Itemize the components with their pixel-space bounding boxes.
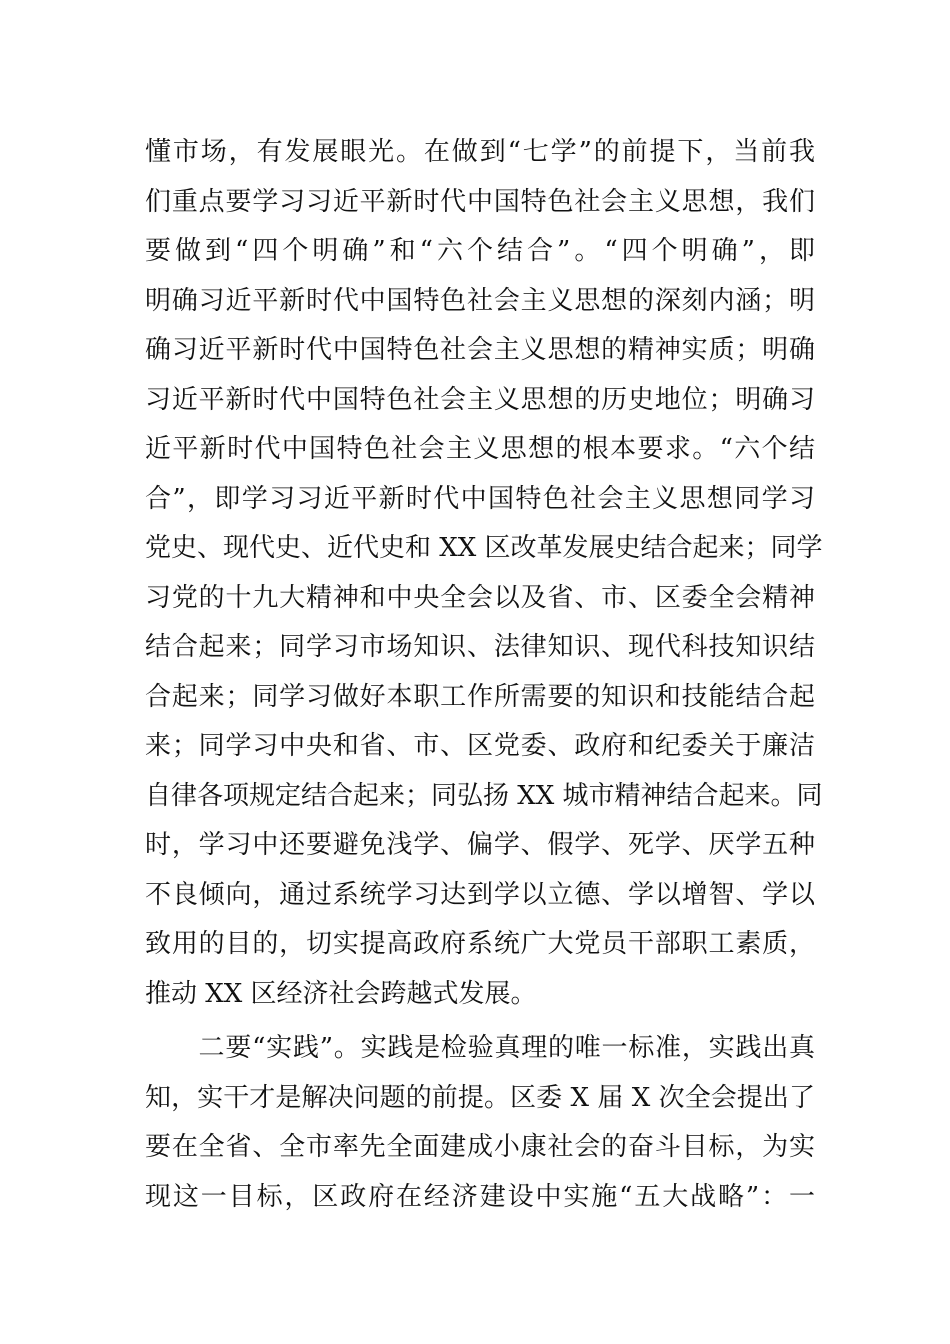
- paragraph-line: 时，学习中还要避免浅学、偏学、假学、死学、厌学五种: [145, 830, 815, 860]
- paragraph-line: 来；同学习中央和省、市、区党委、政府和纪委关于廉洁: [145, 731, 815, 761]
- paragraph-line: 不良倾向，通过系统学习达到学以立德、学以增智、学以: [145, 879, 815, 910]
- paragraph-line: 习近平新时代中国特色社会主义思想的历史地位；明确习: [145, 384, 815, 415]
- paragraph-line: 自律各项规定结合起来；同弘扬 XX 城市精神结合起来。同: [145, 780, 823, 811]
- paragraph-line: 要做到“四个明确”和“六个结合”。“四个明确”，即: [145, 236, 815, 266]
- paragraph-line: 要在全省、全市率先全面建成小康社会的奋斗目标，为实: [145, 1132, 815, 1162]
- paragraph-line: 现这一目标，区政府在经济建设中实施“五大战略”：一: [145, 1181, 815, 1212]
- paragraph-line: 懂市场，有发展眼光。在做到“七学”的前提下，当前我: [145, 137, 815, 167]
- paragraph-line: 合起来；同学习做好本职工作所需要的知识和技能结合起: [145, 681, 815, 712]
- paragraph-line: 习党的十九大精神和中央全会以及省、市、区委全会精神: [145, 582, 815, 613]
- paragraph-1: [145, 128, 823, 1019]
- paragraph-line: 知，实干才是解决问题的前提。区委 X 届 X 次全会提出了: [145, 1082, 815, 1113]
- paragraph-line: 们重点要学习习近平新时代中国特色社会主义思想，我们: [145, 186, 815, 217]
- paragraph-line: 致用的目的，切实提高政府系统广大党员干部职工素质，: [145, 929, 815, 959]
- paragraph-line: 推动 XX 区经济社会跨越式发展。: [145, 978, 537, 1009]
- paragraph-2: [145, 1024, 815, 1222]
- paragraph-line: 二要“实践”。实践是检验真理的唯一标准，实践出真: [145, 1033, 815, 1063]
- paragraph-line: 党史、现代史、近代史和 XX 区改革发展史结合起来；同学: [145, 533, 823, 563]
- paragraph-line: 结合起来；同学习市场知识、法律知识、现代科技知识结: [145, 632, 815, 662]
- paragraph-line: 明确习近平新时代中国特色社会主义思想的深刻内涵；明: [145, 285, 815, 316]
- paragraph-line: 近平新时代中国特色社会主义思想的根本要求。“六个结: [145, 434, 815, 464]
- paragraph-line: 确习近平新时代中国特色社会主义思想的精神实质；明确: [145, 335, 815, 365]
- paragraph-line: 合”，即学习习近平新时代中国特色社会主义思想同学习: [145, 483, 815, 514]
